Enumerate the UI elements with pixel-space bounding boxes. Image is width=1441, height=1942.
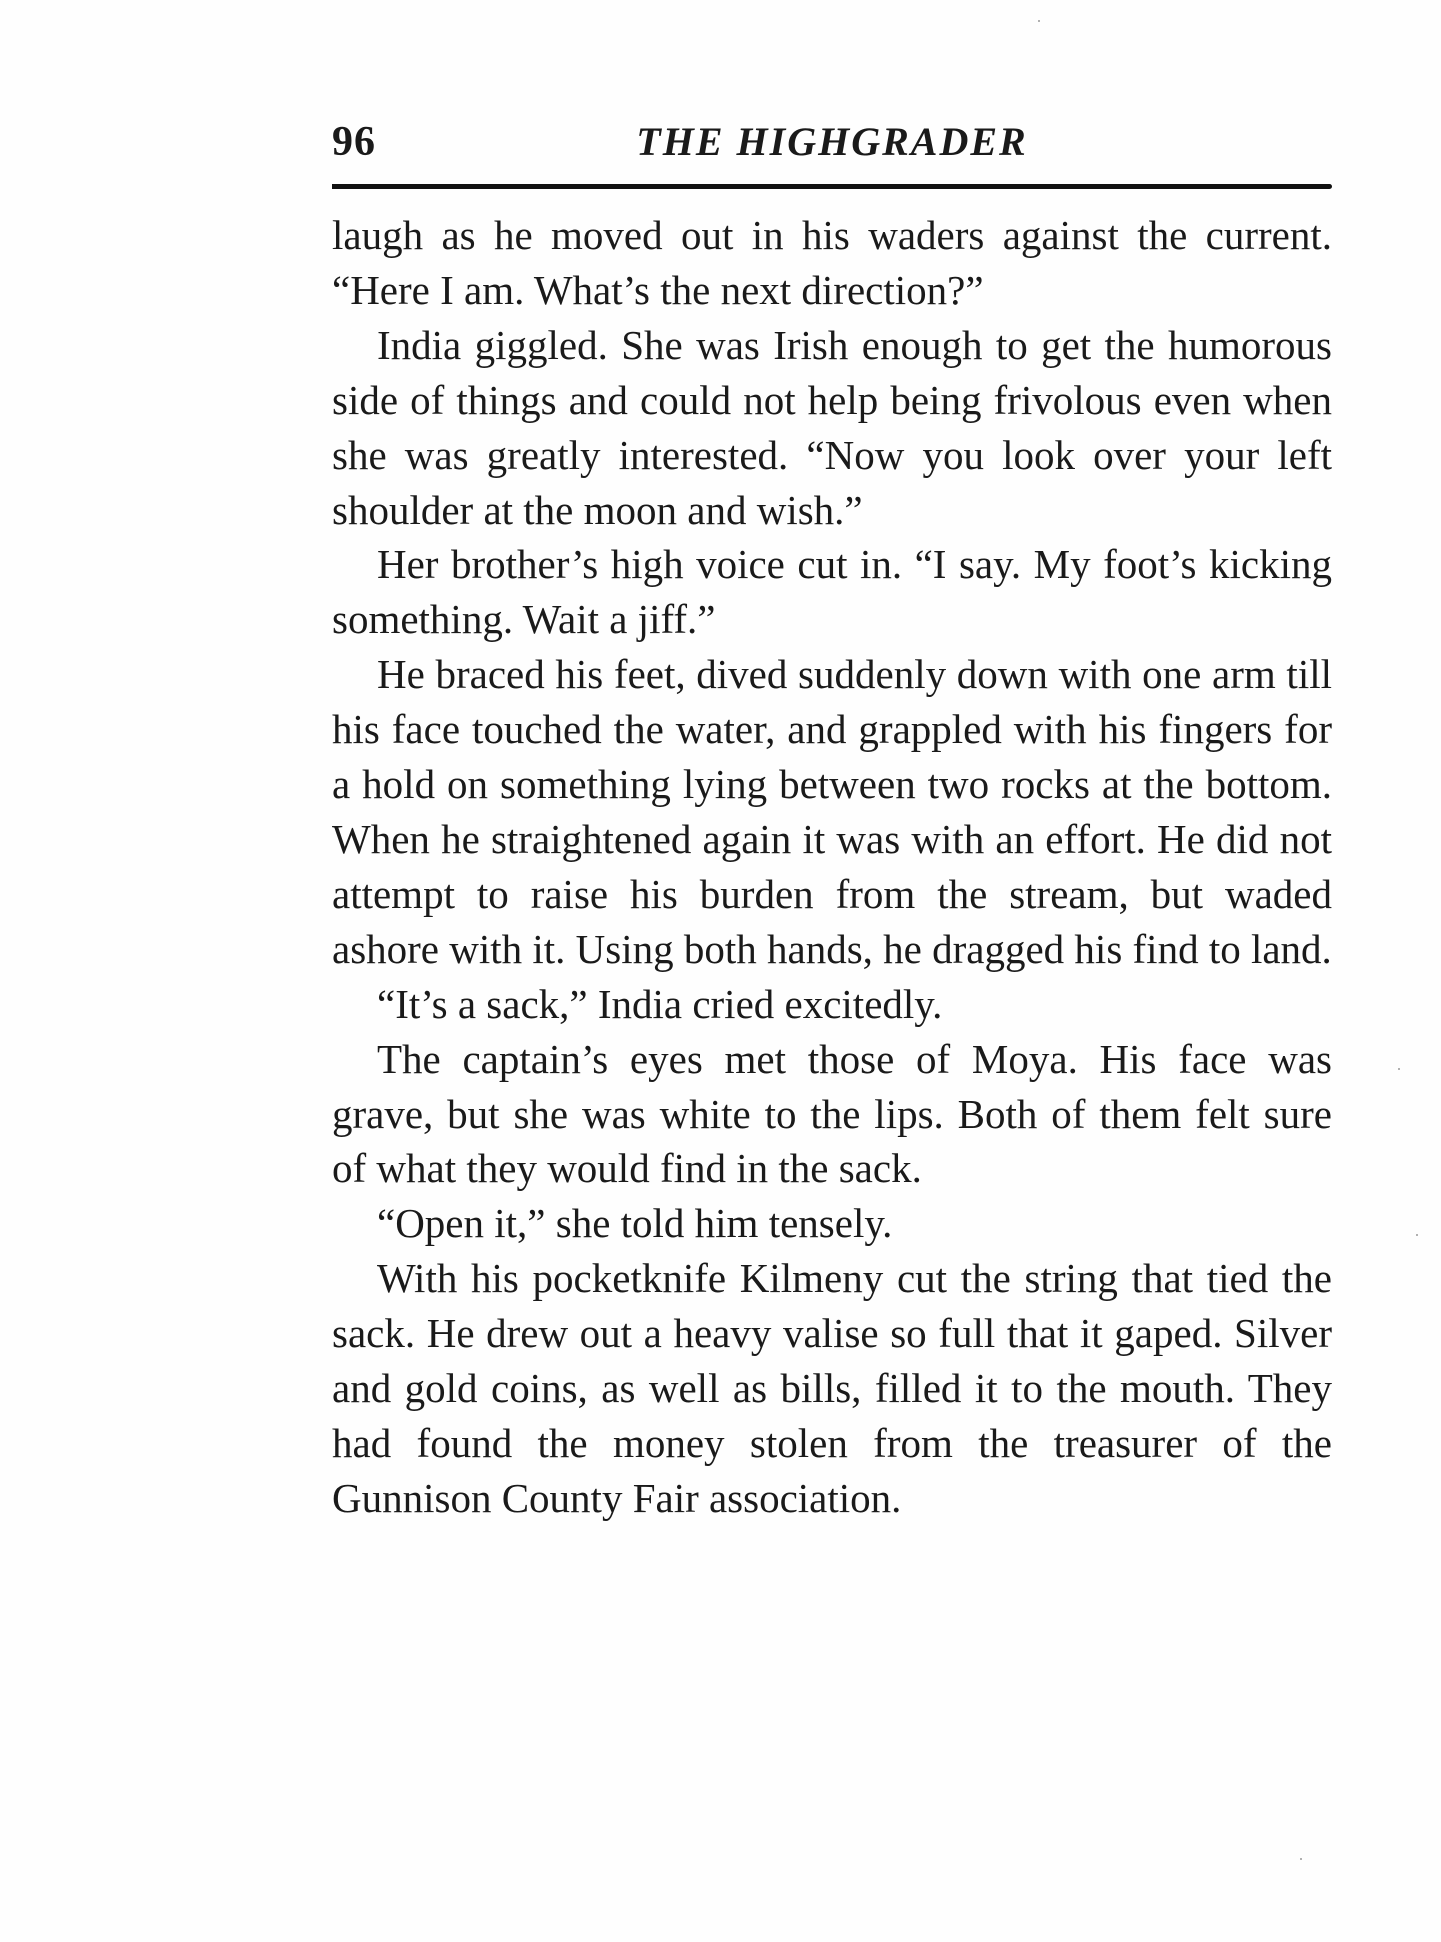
scan-speck: [1398, 1068, 1400, 1070]
paragraph: He braced his feet, dived suddenly down with one arm till his face touched the water, and grappled with his fingers for a hold on something lying between two rocks at the bottom. When he straightened again it was with an effort. He did not attempt to raise his burden from the stream, but waded ashore with it. Using both hands, he dragged his find to land.: [332, 651, 1332, 972]
paragraph: Her brother’s high voice cut in. “I say. My foot’s kicking something. Wait a jiff.”: [332, 541, 1332, 643]
paragraph: “It’s a sack,” India cried excitedly.: [377, 980, 943, 1027]
scan-speck: [1300, 1858, 1302, 1860]
body-text: [332, 208, 1332, 1526]
scan-speck: [1038, 20, 1040, 22]
paragraph: laugh as he moved out in his waders against the current. “Here I am. What’s the next direction?”: [332, 212, 1332, 313]
paragraph: India giggled. She was Irish enough to get the humorous side of things and could not help being frivolous even when she was greatly interested. “Now you look over your left shoulder at the moon and wish.”: [332, 321, 1332, 533]
header-rule: [332, 184, 1332, 189]
paragraph: With his pocketknife Kilmeny cut the string that tied the sack. He drew out a heavy valise so full that it gaped. Silver and gold coins, as well as bills, filled it to the mouth. They had found the money stolen from the treasurer of the Gunnison County Fair association.: [332, 1255, 1332, 1521]
scan-speck: [1416, 1234, 1418, 1236]
paragraph: The captain’s eyes met those of Moya. His face was grave, but she was white to the lips. Both of them felt sure of what they would find in the sack.: [332, 1035, 1332, 1192]
running-title: THE HIGHGRADER: [636, 119, 1028, 164]
paragraph: “Open it,” she told him tensely.: [377, 1200, 893, 1247]
running-header: [332, 118, 1332, 178]
page-number: 96: [332, 119, 376, 165]
